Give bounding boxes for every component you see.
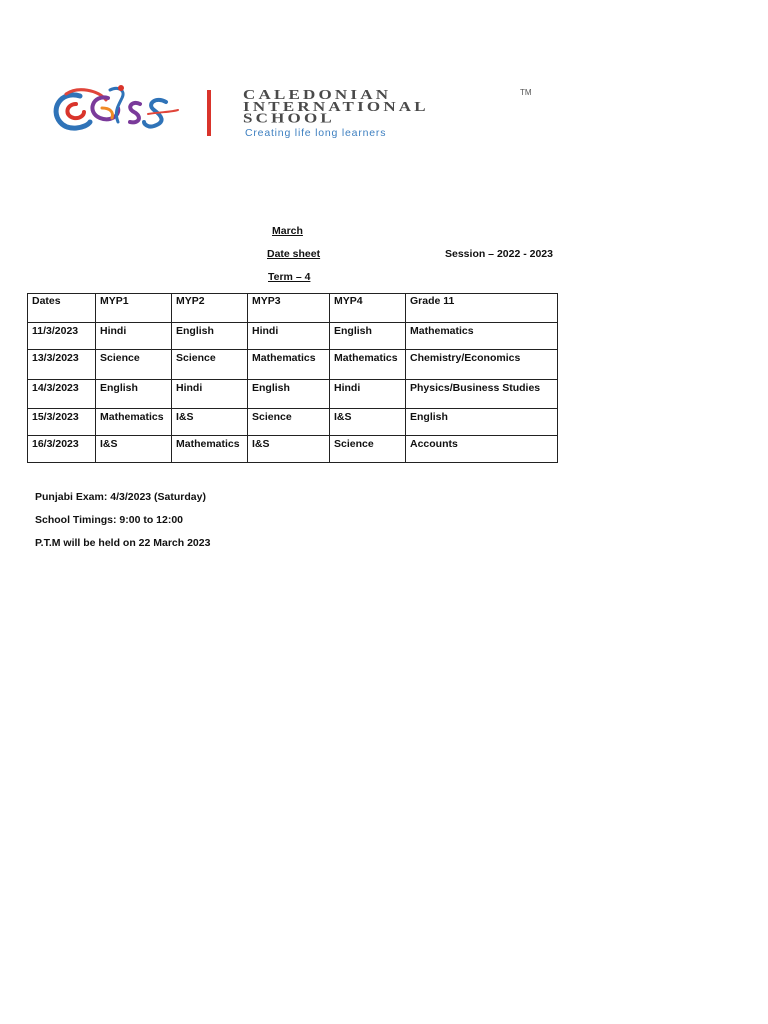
table-cell: Hindi (96, 323, 172, 350)
month-heading: March (272, 225, 303, 237)
table-cell: I&S (172, 409, 248, 436)
table-row (28, 350, 558, 380)
table-cell: Mathematics (330, 350, 406, 380)
trademark-mark: TM (520, 88, 532, 97)
school-timings-note: School Timings: 9:00 to 12:00 (35, 514, 184, 526)
table-cell: Mathematics (172, 436, 248, 463)
table-cell: Hindi (172, 380, 248, 409)
school-tagline: Creating life long learners (245, 127, 387, 139)
table-cell: 14/3/2023 (28, 380, 96, 409)
column-header: Dates (28, 294, 96, 323)
table-cell: 13/3/2023 (28, 350, 96, 380)
column-header: MYP3 (248, 294, 330, 323)
logo-divider (207, 90, 211, 136)
date-sheet-table (27, 293, 558, 463)
table-cell: English (96, 380, 172, 409)
table-cell: Mathematics (248, 350, 330, 380)
term-heading: Term – 4 (268, 271, 311, 283)
column-header: MYP4 (330, 294, 406, 323)
table-cell: Mathematics (96, 409, 172, 436)
table-cell: Science (330, 436, 406, 463)
punjabi-exam-note: Punjabi Exam: 4/3/2023 (Saturday) (35, 491, 206, 503)
school-name: CALEDONIAN INTERNATIONAL SCHOOL (243, 86, 429, 126)
table-cell: English (248, 380, 330, 409)
table-row (28, 436, 558, 463)
page-title: Date sheet (267, 248, 321, 260)
session-label: Session – 2022 - 2023 (445, 248, 553, 260)
table-cell: I&S (248, 436, 330, 463)
cis-monogram-icon (48, 82, 248, 144)
table-cell: English (406, 409, 558, 436)
school-logo (48, 82, 608, 144)
table-cell: English (172, 323, 248, 350)
table-cell: Science (96, 350, 172, 380)
table-cell: 15/3/2023 (28, 409, 96, 436)
table-header-row (28, 294, 558, 323)
ptm-note: P.T.M will be held on 22 March 2023 (35, 537, 211, 549)
table-cell: Hindi (330, 380, 406, 409)
table-cell: Hindi (248, 323, 330, 350)
table-cell: Mathematics (406, 323, 558, 350)
table-row (28, 409, 558, 436)
table-cell: 11/3/2023 (28, 323, 96, 350)
table-cell: English (330, 323, 406, 350)
table-cell: Accounts (406, 436, 558, 463)
table-cell: 16/3/2023 (28, 436, 96, 463)
column-header: MYP2 (172, 294, 248, 323)
table-cell: Science (248, 409, 330, 436)
table-cell: Science (172, 350, 248, 380)
table-row (28, 380, 558, 409)
column-header: Grade 11 (406, 294, 558, 323)
table-row (28, 323, 558, 350)
table-cell: Chemistry/Economics (406, 350, 558, 380)
table-cell: I&S (96, 436, 172, 463)
table-cell: I&S (330, 409, 406, 436)
column-header: MYP1 (96, 294, 172, 323)
table-cell: Physics/Business Studies (406, 380, 558, 409)
